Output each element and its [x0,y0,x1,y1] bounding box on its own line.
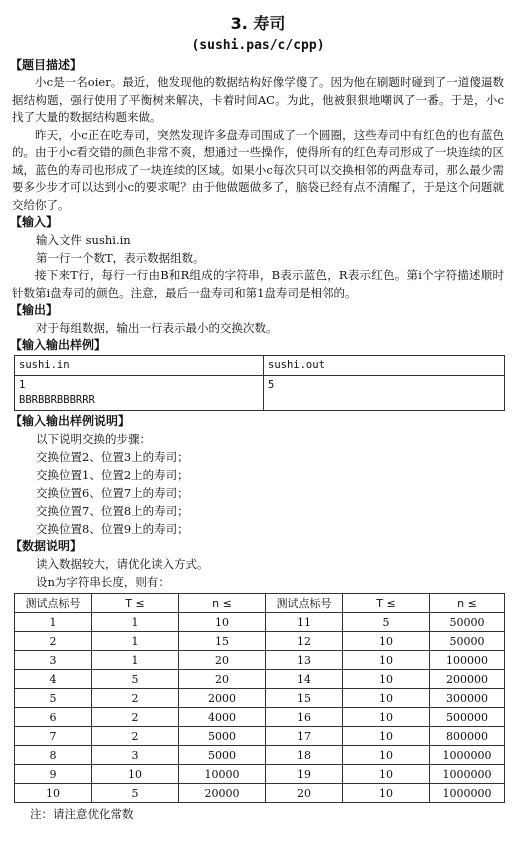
swap-step: 交换位置7、位置8上的寿司； [36,504,189,518]
description-paragraph-2: 昨天，小c正在吃寿司，突然发现许多盘寿司围成了一个圆圈，这些寿司中有红色的也有蓝色的。由于小c看交错的颜色非常不爽，想通过一些操作，使得所有的红色寿司形成了一块连续的区域，蓝色的寿司也形成了一块连续的区域。如果小c每次只可以交换相邻的两盘寿司，那么最少需要多少步才可以达到小c的要求呢？由于他做题做多了，脑袋已经有点不清醒了，于是这个问题就交给你了。 [12,127,504,212]
sample-output-filename: sushi.out [264,356,505,376]
sample-input-content [15,376,264,411]
table-cell: 5000 [179,727,266,746]
sample-output-content [264,376,505,411]
table-row [15,689,505,708]
table-cell: 10 [343,746,430,765]
table-cell: 500000 [430,708,505,727]
col-header-n: n ≤ [179,594,266,613]
table-cell: 10 [179,613,266,632]
table-cell: 6 [15,708,92,727]
table-cell: 300000 [430,689,505,708]
constraints-table [14,593,505,803]
swap-step: 交换位置2、位置3上的寿司； [36,450,189,464]
table-cell: 4000 [179,708,266,727]
sample-heading: 【输入输出样例】 [10,338,107,352]
table-cell: 4 [15,670,92,689]
table-cell: 1000000 [430,784,505,803]
table-cell: 1 [92,632,179,651]
table-row [15,708,505,727]
table-cell: 5 [343,613,430,632]
table-cell: 8 [15,746,92,765]
table-cell: 10 [343,689,430,708]
output-format-line: 对于每组数据，输出一行表示最小的交换次数。 [36,321,278,335]
table-cell: 15 [266,689,343,708]
col-header-t: T ≤ [343,594,430,613]
table-cell: 10 [343,632,430,651]
table-cell: 2 [15,632,92,651]
table-cell: 10000 [179,765,266,784]
sample-explain-intro: 以下说明交换的步骤： [36,432,151,446]
table-cell: 20000 [179,784,266,803]
table-cell: 50000 [430,613,505,632]
table-cell: 7 [15,727,92,746]
table-cell: 15 [179,632,266,651]
table-cell: 10 [343,727,430,746]
table-cell: 1 [92,613,179,632]
table-cell: 5 [15,689,92,708]
table-cell: 2 [92,689,179,708]
table-cell: 1 [92,651,179,670]
table-cell: 1000000 [430,765,505,784]
col-header-n: n ≤ [430,594,505,613]
table-cell: 800000 [430,727,505,746]
table-row [15,727,505,746]
footnote: 注：请注意优化常数 [30,807,134,821]
table-cell: 2 [92,708,179,727]
input-file-line: 输入文件 sushi.in [36,233,131,247]
table-cell: 3 [92,746,179,765]
table-row [15,670,505,689]
table-row [15,613,505,632]
description-paragraph-1: 小c是一名oier。最近，他发现他的数据结构好像学傻了。因为他在刷题时碰到了一道傻逼数据结构题，强行使用了平衡树来解决，卡着时间AC。为此，他被狠狠地嘲讽了一番。于是，小c找了大量的数据结构题来做。 [12,75,504,124]
description-heading: 【题目描述】 [10,58,83,72]
table-cell: 18 [266,746,343,765]
table-cell: 10 [343,784,430,803]
swap-step: 交换位置8、位置9上的寿司； [36,522,189,536]
constraints-header-row [15,594,505,613]
table-cell: 17 [266,727,343,746]
problem-filename: (sushi.pas/c/cpp) [191,38,325,53]
table-cell: 1000000 [430,746,505,765]
table-cell: 10 [343,670,430,689]
swap-step: 交换位置1、位置2上的寿司； [36,468,189,482]
sample-input-line-2: BBRBBRBBBRRR [19,394,95,406]
table-row [15,765,505,784]
table-row [15,784,505,803]
sample-input-filename: sushi.in [15,356,264,376]
table-cell: 3 [15,651,92,670]
swap-step: 交换位置6、位置7上的寿司； [36,486,189,500]
table-cell: 20 [179,651,266,670]
col-header-case: 测试点标号 [15,594,92,613]
table-cell: 100000 [430,651,505,670]
table-cell: 200000 [430,670,505,689]
output-heading: 【输出】 [10,303,59,317]
sample-explain-heading: 【输入输出样例说明】 [10,414,131,428]
table-cell: 9 [15,765,92,784]
table-cell: 12 [266,632,343,651]
table-cell: 20 [266,784,343,803]
data-note-input: 读入数据较大，请优化读入方式。 [36,557,209,571]
table-cell: 20 [179,670,266,689]
input-format-paragraph: 接下来T行，每行一行由B和R组成的字符串，B表示蓝色，R表示红色。第i个字符描述顺时针数第i盘寿司的颜色。注意，最后一盘寿司和第1盘寿司是相邻的。 [12,268,504,300]
data-note-n: 设n为字符串长度，则有： [36,575,170,589]
table-cell: 10 [343,651,430,670]
table-cell: 50000 [430,632,505,651]
table-cell: 5 [92,670,179,689]
table-cell: 5000 [179,746,266,765]
data-heading: 【数据说明】 [10,539,83,553]
problem-title: 3. 寿司 [230,14,286,33]
table-cell: 19 [266,765,343,784]
table-cell: 1 [15,613,92,632]
table-cell: 10 [343,765,430,784]
col-header-t: T ≤ [92,594,179,613]
table-cell: 5 [92,784,179,803]
table-cell: 10 [15,784,92,803]
sample-output-line-1: 5 [268,379,275,391]
table-cell: 11 [266,613,343,632]
sample-input-line-1: 1 [19,379,26,391]
table-cell: 10 [343,708,430,727]
table-cell: 10 [92,765,179,784]
table-row [15,632,505,651]
sample-table [14,355,505,411]
table-cell: 13 [266,651,343,670]
constraints-body [15,613,505,803]
table-row [15,651,505,670]
col-header-case: 测试点标号 [266,594,343,613]
table-cell: 16 [266,708,343,727]
table-cell: 2 [92,727,179,746]
table-cell: 2000 [179,689,266,708]
input-first-line: 第一行一个数T，表示数据组数。 [36,251,205,265]
table-row [15,746,505,765]
input-heading: 【输入】 [10,215,59,229]
table-cell: 14 [266,670,343,689]
